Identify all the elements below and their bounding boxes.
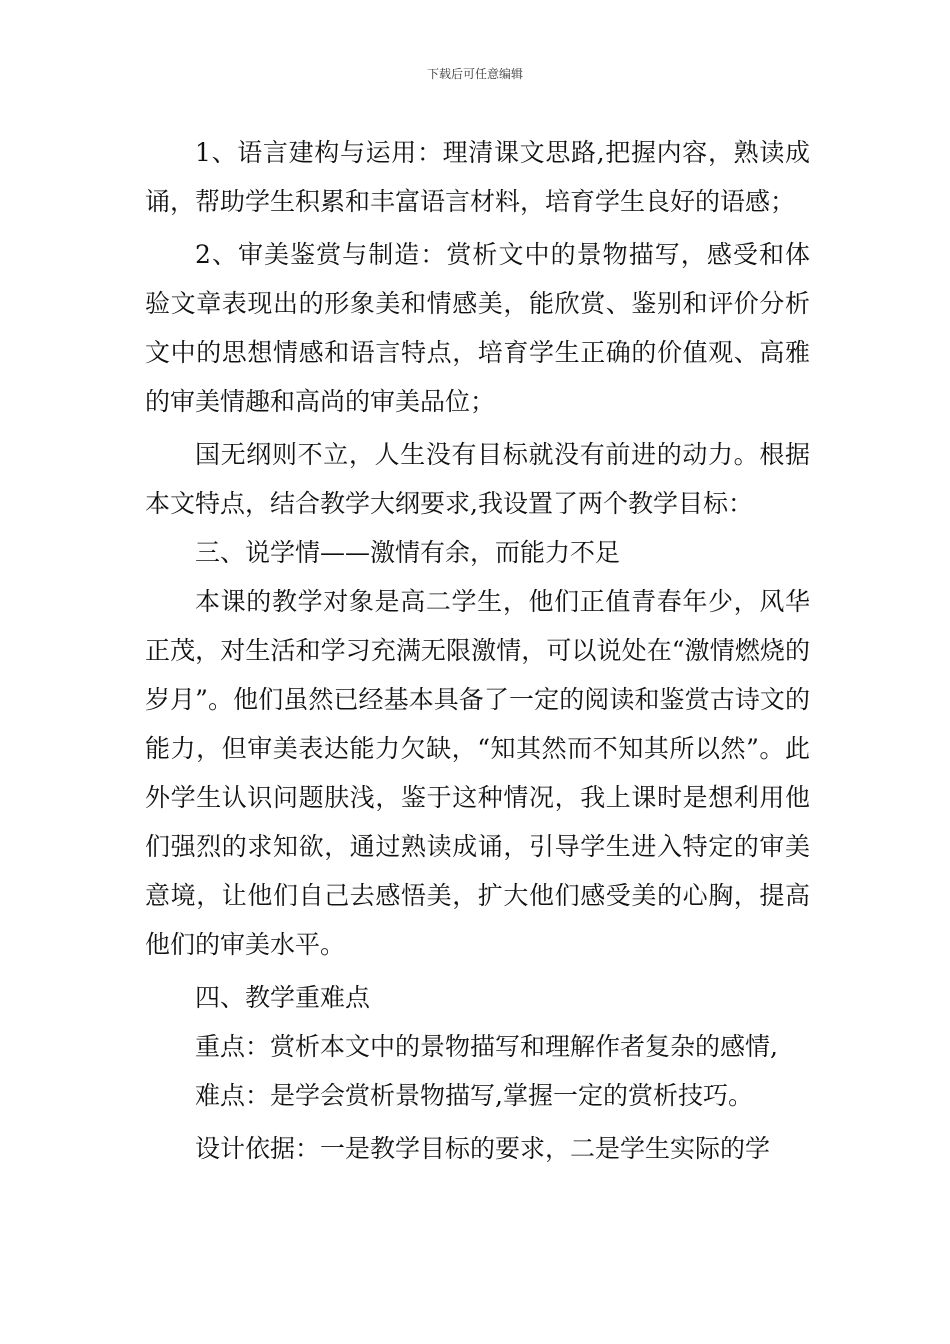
paragraph-goal-language: 1、语言建构与运用：理清课文思路,把握内容，熟读成诵，帮助学生积累和丰富语言材料，培育学生良好的语感； [145, 138, 810, 216]
document-body [145, 128, 810, 1173]
paragraph-key-point: 重点：赏析本文中的景物描写和理解作者复杂的感情, [195, 1032, 778, 1061]
paragraph-design-basis: 设计依据：一是教学目标的要求，二是学生实际的学 [195, 1134, 771, 1163]
paragraph-goal-aesthetic: 2、审美鉴赏与制造：赏析文中的景物描写，感受和体验文章表现出的形象美和情感美，能欣赏、鉴别和评价分析文中的思想情感和语言特点，培育学生正确的价值观、高雅的审美情趣和高尚的审美品位； [145, 240, 810, 416]
paragraph-goal-summary: 国无纲则不立，人生没有目标就没有前进的动力。根据本文特点，结合教学大纲要求,我设置了两个教学目标： [145, 440, 810, 518]
section-heading-learner-analysis: 三、说学情——激情有余，而能力不足 [195, 538, 621, 567]
paragraph-learner-analysis: 本课的教学对象是高二学生，他们正值青春年少，风华正茂，对生活和学习充满无限激情，可以说处在“激情燃烧的岁月”。他们虽然已经基本具备了一定的阅读和鉴赏古诗文的能力，但审美表达能力欠缺，“知其然而不知其所以然”。此外学生认识问题肤浅，鉴于这种情况，我上课时是想利用他们强烈的求知欲，通过熟读成诵，引导学生进入特定的审美意境，让他们自己去感悟美，扩大他们感受美的心胸，提高他们的审美水平。 [145, 587, 810, 959]
page-header-note: 下载后可任意编辑 [426, 67, 523, 81]
paragraph-difficult-point: 难点：是学会赏析景物描写,掌握一定的赏析技巧。 [195, 1081, 753, 1110]
section-heading-key-points: 四、教学重难点 [195, 983, 371, 1012]
